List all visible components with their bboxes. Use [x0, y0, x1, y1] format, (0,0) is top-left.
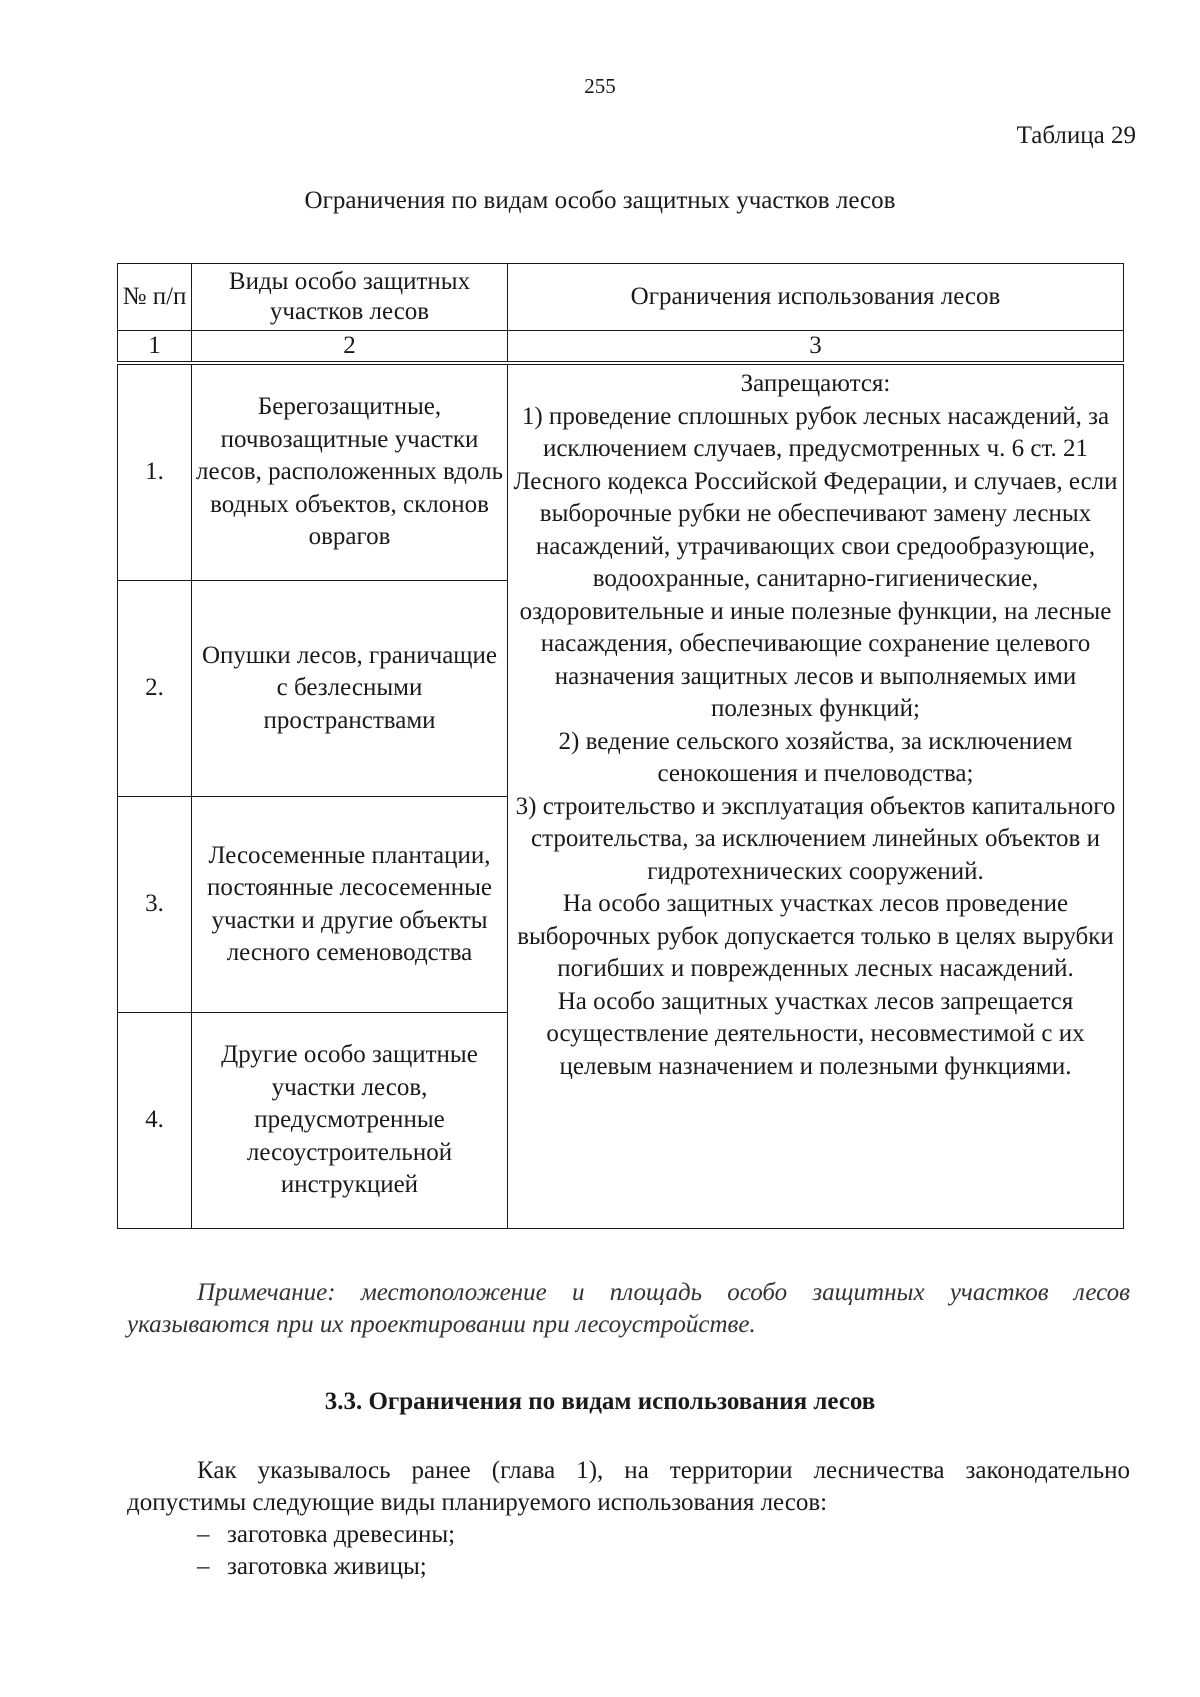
- row-type: Лесосеменные плантации, постоянные лесосеменные участки и другие объекты лесного семеноводства: [192, 797, 508, 1013]
- table-label: Таблица 29: [1016, 122, 1136, 149]
- column-number: 3: [508, 331, 1124, 364]
- row-type: Берегозащитные, почвозащитные участки лесов, расположенных вдоль водных объектов, склонов оврагов: [192, 363, 508, 581]
- restriction-line: 3) строительство и эксплуатация объектов капитального строительства, за исключением линейных объектов и гидротехнических сооружений.: [515, 792, 1116, 885]
- row-number: 2.: [118, 581, 192, 797]
- section-heading: 3.3. Ограничения по видам использования лесов: [324, 1388, 876, 1415]
- restrictions-table: [117, 263, 1124, 1229]
- table-row: [118, 363, 1124, 581]
- row-number: 3.: [118, 797, 192, 1013]
- restriction-line: На особо защитных участках лесов проведение выборочных рубок допускается только в целях вырубки погибших и поврежденных лесных насаждений.: [517, 890, 1114, 982]
- restriction-line: 1) проведение сплошных рубок лесных насаждений, за исключением случаев, предусмотренных ч. 6 ст. 21 Лесного кодекса Российской Федерации, и случаев, если выборочные рубки не обеспечивают замену лесных насаждений, утрачивающих свои средообразующие, водоохранные, санитарно-гигиенические, оздоровительные и иные полезные функции, на лесные насаждения, обеспечивающие сохранение целевого назначения защитных лесов и выполняемых ими полезных функций;: [513, 402, 1118, 722]
- header-restrictions: Ограничения использования лесов: [508, 264, 1124, 331]
- table-note: Примечание: местоположение и площадь особо защитных участков лесов указываются при их проектировании при лесоустройстве.: [127, 1279, 1130, 1338]
- body-paragraph: Как указывалось ранее (глава 1), на территории лесничества законодательно допустимы следующие виды планируемого использования лесов:: [127, 1457, 1130, 1516]
- column-number: 1: [118, 331, 192, 364]
- dash-marker: –: [197, 1553, 210, 1580]
- list-item: [197, 1519, 455, 1551]
- row-type: Опушки лесов, граничащие с безлесными пространствами: [192, 581, 508, 797]
- list-item: [197, 1551, 455, 1583]
- usage-list: [197, 1519, 455, 1583]
- column-number: 2: [192, 331, 508, 364]
- row-number: 4.: [118, 1013, 192, 1229]
- table-header-row: [118, 264, 1124, 331]
- list-item-text: заготовка древесины;: [227, 1521, 456, 1548]
- header-type: Виды особо защитных участков лесов: [192, 264, 508, 331]
- restriction-line: 2) ведение сельского хозяйства, за исключением сенокошения и пчеловодства;: [558, 727, 1073, 787]
- row-type: Другие особо защитные участки лесов, предусмотренные лесоустроительной инструкцией: [192, 1013, 508, 1229]
- list-item-text: заготовка живицы;: [227, 1553, 427, 1580]
- dash-marker: –: [197, 1521, 210, 1548]
- restriction-line: Запрещаются:: [740, 370, 891, 397]
- column-number-row: [118, 331, 1124, 364]
- restriction-line: На особо защитных участках лесов запрещается осуществление деятельности, несовместимой с их целевым назначением и полезными функциями.: [546, 987, 1085, 1080]
- table-title: Ограничения по видам особо защитных участков лесов: [304, 187, 896, 214]
- restrictions-cell: [508, 363, 1124, 1229]
- page-number: 255: [584, 74, 616, 98]
- row-number: 1.: [118, 363, 192, 581]
- header-number: № п/п: [118, 264, 192, 331]
